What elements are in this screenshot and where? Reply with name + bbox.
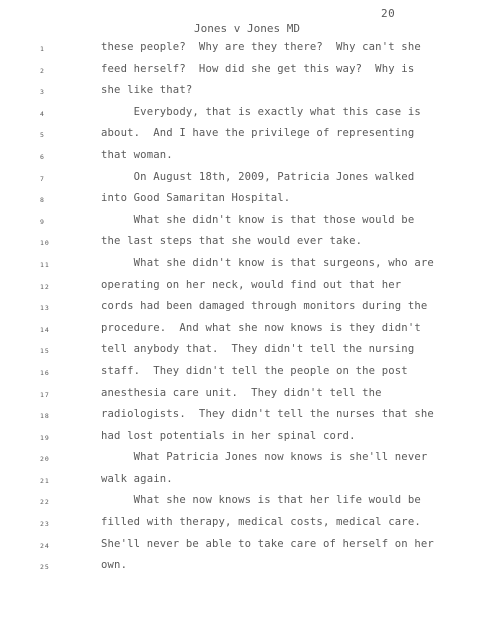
transcript-line <box>0 407 494 429</box>
line-number: 24 <box>40 541 50 550</box>
line-number: 7 <box>40 174 45 183</box>
transcript-line <box>0 321 494 343</box>
line-text: anesthesia care unit. They didn't tell the <box>101 386 382 399</box>
line-text: What she didn't know is that surgeons, who are <box>101 256 434 269</box>
transcript-line <box>0 515 494 537</box>
line-number: 2 <box>40 66 45 75</box>
line-text: operating on her neck, would find out that her <box>101 278 402 291</box>
line-number: 1 <box>40 45 45 53</box>
transcript-line <box>0 148 494 170</box>
line-number: 13 <box>40 304 50 313</box>
line-text: had lost potentials in her spinal cord. <box>101 429 356 442</box>
line-text: What Patricia Jones now knows is she'll never <box>101 451 428 464</box>
transcript-line <box>0 83 494 105</box>
line-text: feed herself? How did she get this way? Why is <box>101 62 415 75</box>
transcript-line <box>0 537 494 559</box>
line-number: 15 <box>40 347 50 356</box>
line-text: she like that? <box>101 84 193 97</box>
transcript-line <box>0 472 494 494</box>
line-text: What she didn't know is that those would be <box>101 213 415 226</box>
transcript-line <box>0 191 494 213</box>
transcript-line <box>0 234 494 256</box>
page-number: 20 <box>381 7 396 20</box>
transcript-line <box>0 278 494 300</box>
transcript-line <box>0 450 494 472</box>
line-number: 14 <box>40 325 50 334</box>
line-number: 9 <box>40 217 45 226</box>
transcript-line <box>0 386 494 408</box>
transcript-line <box>0 256 494 278</box>
line-text: She'll never be able to take care of herself on her <box>101 537 434 550</box>
line-text: procedure. And what she now knows is they didn't <box>101 321 421 334</box>
line-text: the last steps that she would ever take. <box>101 235 363 248</box>
line-text: On August 18th, 2009, Patricia Jones walked <box>101 170 415 183</box>
line-text: into Good Samaritan Hospital. <box>101 192 291 205</box>
line-text: walk again. <box>101 472 173 485</box>
transcript-line <box>0 299 494 321</box>
line-number: 12 <box>40 282 50 291</box>
transcript-line <box>0 342 494 364</box>
transcript-line <box>0 213 494 235</box>
transcript-line <box>0 170 494 192</box>
transcript-line <box>0 364 494 386</box>
line-number: 22 <box>40 498 50 507</box>
transcript-line <box>0 40 494 62</box>
line-number: 19 <box>40 433 50 442</box>
line-text: own. <box>101 559 128 572</box>
line-text: these people? Why are they there? Why can't she <box>101 41 421 53</box>
line-number: 8 <box>40 196 45 205</box>
line-text: cords had been damaged through monitors during the <box>101 300 428 313</box>
line-number: 21 <box>40 476 50 485</box>
line-text: staff. They didn't tell the people on the post <box>101 364 408 377</box>
transcript-line <box>0 105 494 127</box>
transcript-line <box>0 558 494 580</box>
transcript-line <box>0 62 494 84</box>
line-number: 5 <box>40 131 45 140</box>
line-number: 10 <box>40 239 50 248</box>
page-title: Jones v Jones MD <box>194 22 300 35</box>
line-text: Everybody, that is exactly what this case is <box>101 105 421 118</box>
line-number: 16 <box>40 368 50 377</box>
transcript-line <box>0 429 494 451</box>
line-text: that woman. <box>101 148 173 161</box>
line-number: 6 <box>40 152 45 161</box>
line-number: 25 <box>40 563 50 572</box>
line-number: 3 <box>40 88 45 97</box>
line-text: radiologists. They didn't tell the nurses that she <box>101 408 434 421</box>
line-text: What she now knows is that her life would be <box>101 494 421 507</box>
line-number: 23 <box>40 520 50 529</box>
line-number: 11 <box>40 260 50 269</box>
transcript-line <box>0 493 494 515</box>
line-number: 18 <box>40 412 50 421</box>
line-number: 20 <box>40 455 50 464</box>
line-text: tell anybody that. They didn't tell the nursing <box>101 343 415 356</box>
line-text: about. And I have the privilege of representing <box>101 127 415 140</box>
transcript-body <box>0 40 494 580</box>
line-text: filled with therapy, medical costs, medical care. <box>101 516 421 529</box>
transcript-line <box>0 126 494 148</box>
line-number: 4 <box>40 109 45 118</box>
line-number: 17 <box>40 390 50 399</box>
